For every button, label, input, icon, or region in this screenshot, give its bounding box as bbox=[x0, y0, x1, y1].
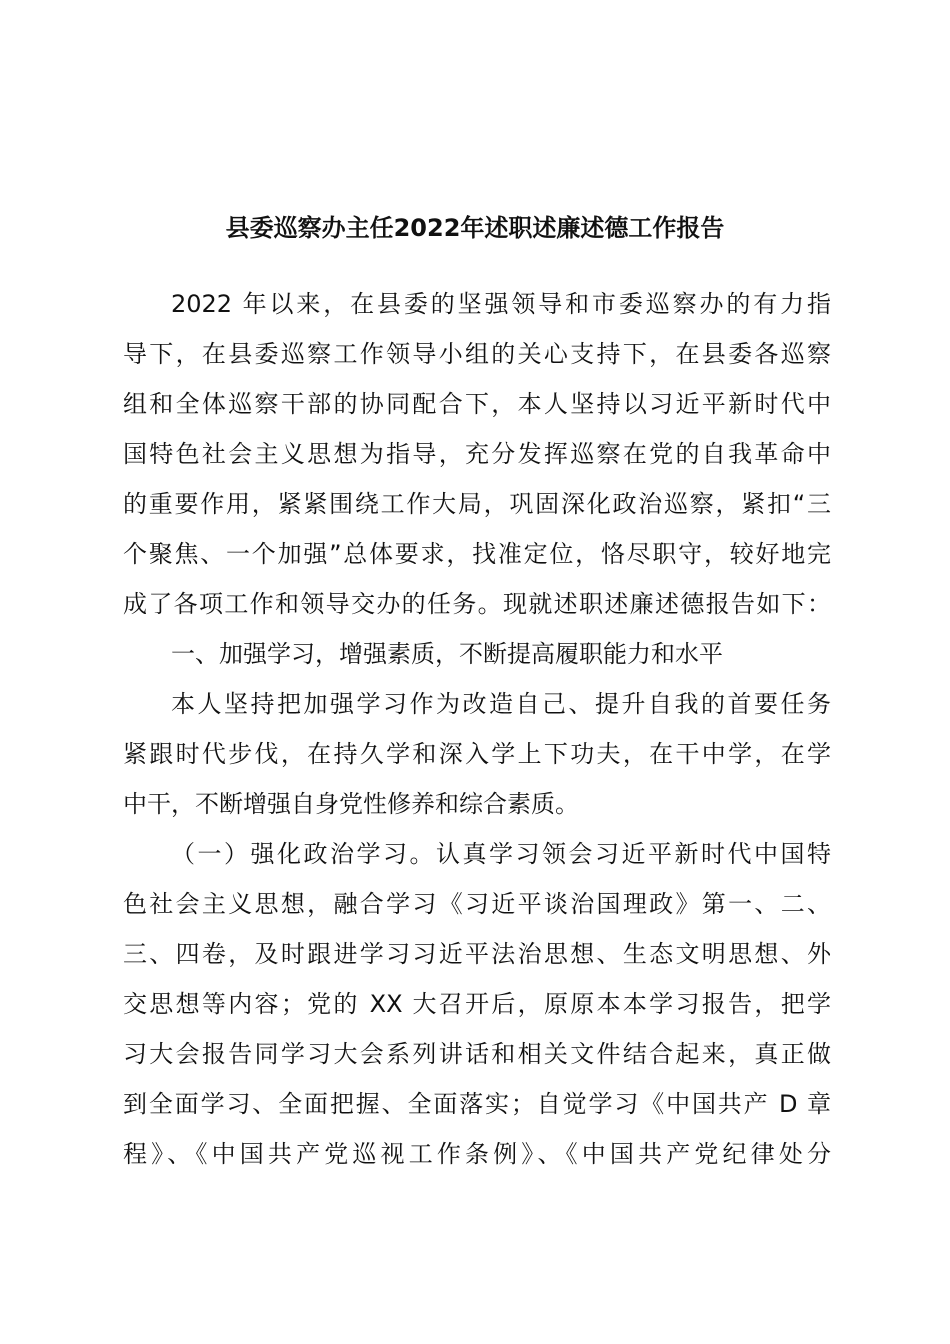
paragraph-line: 程》、《中国共产党巡视工作条例》、《中国共产党纪律处分 bbox=[123, 1140, 831, 1168]
paragraph-line: 到全面学习、全面把握、全面落实；自觉学习《中国共产 D 章 bbox=[123, 1090, 831, 1118]
paragraph-line: （一）强化政治学习。认真学习领会习近平新时代中国特 bbox=[171, 840, 831, 868]
paragraph-line: 成了各项工作和领导交办的任务。现就述职述廉述德报告如下： bbox=[123, 590, 831, 618]
paragraph-line: 国特色社会主义思想为指导，充分发挥巡察在党的自我革命中 bbox=[123, 440, 831, 468]
paragraph-line: 中干，不断增强自身党性修养和综合素质。 bbox=[123, 790, 579, 818]
paragraph-line: 色社会主义思想，融合学习《习近平谈治国理政》第一、二、 bbox=[123, 890, 831, 918]
paragraph-line: 的重要作用，紧紧围绕工作大局，巩固深化政治巡察，紧扣“三 bbox=[123, 490, 831, 518]
section-heading: 一、加强学习，增强素质，不断提高履职能力和水平 bbox=[171, 640, 723, 668]
paragraph-line: 交思想等内容；党的 XX 大召开后，原原本本学习报告，把学 bbox=[123, 990, 831, 1018]
paragraph-line: 紧跟时代步伐，在持久学和深入学上下功夫，在干中学，在学 bbox=[123, 740, 831, 768]
paragraph-line: 个聚焦、一个加强”总体要求，找准定位，恪尽职守，较好地完 bbox=[123, 540, 831, 568]
paragraph-line: 导下，在县委巡察工作领导小组的关心支持下，在县委各巡察 bbox=[123, 340, 831, 368]
document-title: 县委巡察办主任2022年述职述廉述德工作报告 bbox=[225, 214, 725, 242]
paragraph-line: 组和全体巡察干部的协同配合下，本人坚持以习近平新时代中 bbox=[123, 390, 831, 418]
paragraph-line: 三、四卷，及时跟进学习习近平法治思想、生态文明思想、外 bbox=[123, 940, 831, 968]
paragraph-line: 本人坚持把加强学习作为改造自己、提升自我的首要任务 bbox=[171, 690, 831, 718]
paragraph-line: 习大会报告同学习大会系列讲话和相关文件结合起来，真正做 bbox=[123, 1040, 831, 1068]
paragraph-line: 2022 年以来，在县委的坚强领导和市委巡察办的有力指 bbox=[171, 290, 831, 318]
